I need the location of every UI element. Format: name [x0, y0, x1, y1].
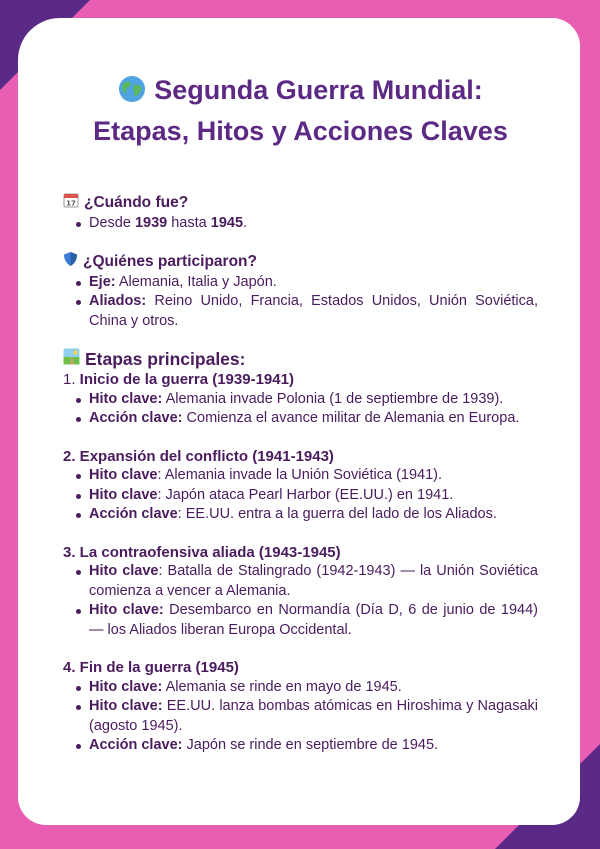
list-item: Hito clave: Japón ataca Pearl Harbor (EE.UU.) en 1941. [75, 486, 538, 506]
stage-title: 3. La contraofensiva aliada (1943-1945) [63, 543, 341, 561]
section-who-heading [63, 251, 538, 273]
landscape-icon [63, 348, 80, 370]
globe-icon [118, 75, 146, 113]
list-item: Acción clave: EE.UU. entra a la guerra del lado de los Aliados. [75, 505, 538, 525]
stage-list [63, 678, 538, 756]
section-who-title: ¿Quiénes participaron? [83, 252, 257, 270]
stage-list [63, 466, 538, 525]
list-item: Desde 1939 hasta 1945. [75, 214, 538, 234]
list-item: Hito clave: Alemania se rinde en mayo de 1945. [75, 678, 538, 698]
stage-list [63, 390, 538, 429]
stage-title: 1. Inicio de la guerra (1939-1941) [63, 371, 294, 388]
year-end: 1945 [210, 215, 244, 231]
section-when-title: ¿Cuándo fue? [84, 194, 189, 211]
who-list [63, 273, 538, 332]
calendar-icon [63, 192, 79, 214]
stage-title: 2. Expansión del conflicto (1941-1943) [63, 447, 334, 465]
content-card [18, 18, 580, 825]
list-item: Hito clave: Desembarco en Normandía (Día D, 6 de junio de 1944) — los Aliados liberan Europa Occidental. [75, 601, 538, 640]
list-item: Hito clave: Alemania invade la Unión Soviética (1941). [75, 466, 538, 486]
title-line-2: Etapas, Hitos y Acciones Claves [93, 116, 508, 146]
svg-text:17: 17 [66, 199, 76, 208]
section-stages-title: Etapas principales: [85, 349, 246, 369]
list-item: Acción clave: Comienza el avance militar de Alemania en Europa. [75, 409, 538, 429]
section-stages-heading [63, 348, 538, 370]
when-list [63, 214, 538, 234]
list-item: Hito clave: Batalla de Stalingrado (1942-1943) — la Unión Soviética comienza a vencer a Alemania. [75, 562, 538, 601]
stage-list [63, 562, 538, 640]
list-item: Aliados: Reino Unido, Francia, Estados Unidos, Unión Soviética, China y otros. [75, 292, 538, 331]
shield-icon [63, 251, 78, 273]
stage-title: 4. Fin de la guerra (1945) [63, 659, 239, 676]
section-when-heading [63, 192, 538, 214]
page-title [63, 72, 538, 150]
list-item: Hito clave: EE.UU. lanza bombas atómicas en Hiroshima y Nagasaki (agosto 1945). [75, 697, 538, 736]
year-start: 1939 [134, 215, 168, 231]
list-item: Eje: Alemania, Italia y Japón. [75, 273, 538, 293]
title-line-1: Segunda Guerra Mundial: [154, 75, 483, 105]
list-item: Acción clave: Japón se rinde en septiembre de 1945. [75, 736, 538, 756]
list-item: Hito clave: Alemania invade Polonia (1 de septiembre de 1939). [75, 390, 538, 410]
